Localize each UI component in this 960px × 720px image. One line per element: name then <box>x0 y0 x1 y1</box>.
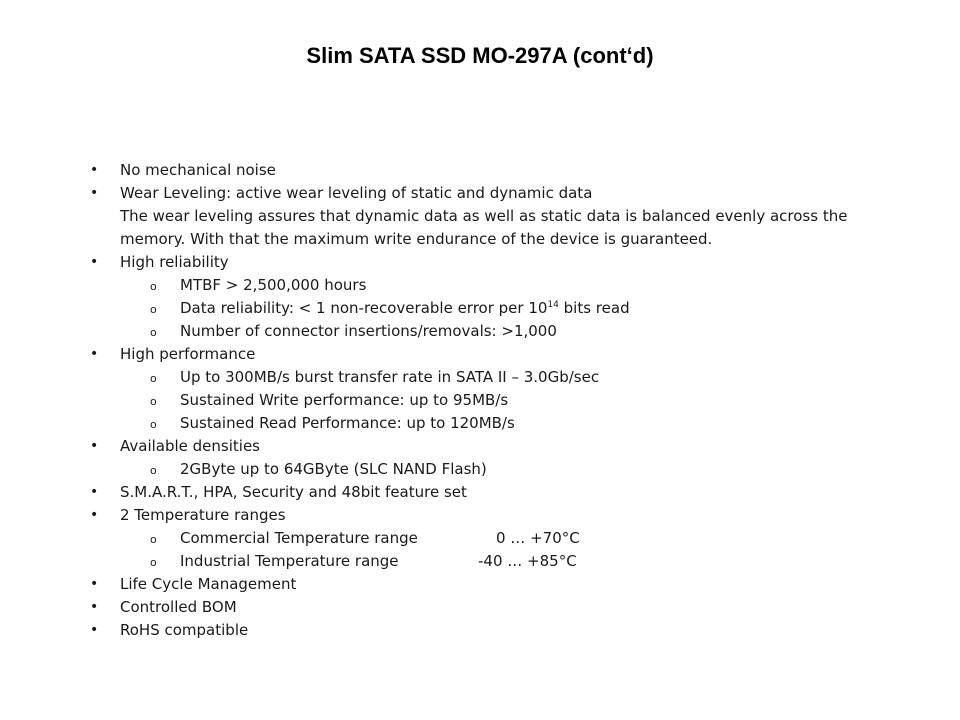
sub-bullet-marker: o <box>150 395 157 408</box>
list-item <box>88 435 888 458</box>
sub-bullet-marker: o <box>150 533 157 546</box>
bullet-marker: • <box>90 346 99 362</box>
temperature-range-value: -40 … +85°C <box>478 552 577 570</box>
list-item-text: Life Cycle Management <box>120 575 297 593</box>
slide-title: Slim SATA SSD MO-297A (cont‘d) <box>306 43 654 68</box>
sub-bullet-marker: o <box>150 418 157 431</box>
sub-bullet-marker: o <box>150 556 157 569</box>
sub-bullet-marker: o <box>150 303 157 316</box>
sub-list-item <box>88 412 888 435</box>
list-item <box>88 251 888 274</box>
sub-list-item <box>88 274 888 297</box>
list-item <box>88 159 888 182</box>
list-item <box>88 596 888 619</box>
text-part: Data reliability: < 1 non-recoverable error per 10 <box>180 299 548 317</box>
sub-list-item <box>88 389 888 412</box>
list-item-continuation <box>88 205 888 228</box>
sub-list-item <box>88 458 888 481</box>
sub-list-item-text <box>180 297 630 320</box>
sub-list-item <box>88 550 888 573</box>
list-item <box>88 619 888 642</box>
sub-bullet-marker: o <box>150 464 157 477</box>
bullet-marker: • <box>90 576 99 592</box>
sub-list-item <box>88 320 888 343</box>
sub-list-item-text: 2GByte up to 64GByte (SLC NAND Flash) <box>180 460 487 478</box>
sub-list-item-text: Industrial Temperature range <box>180 552 399 570</box>
sub-bullet-marker: o <box>150 372 157 385</box>
list-item <box>88 573 888 596</box>
list-item-text: High reliability <box>120 253 229 271</box>
list-item-text: Available densities <box>120 437 260 455</box>
bullet-marker: • <box>90 162 99 178</box>
bullet-list <box>88 159 888 642</box>
bullet-marker: • <box>90 622 99 638</box>
bullet-marker: • <box>90 254 99 270</box>
list-item-text: memory. With that the maximum write endurance of the device is guaranteed. <box>120 230 713 248</box>
list-item-text: 2 Temperature ranges <box>120 506 286 524</box>
list-item-text: No mechanical noise <box>120 161 276 179</box>
list-item-continuation <box>88 228 888 251</box>
list-item-text: The wear leveling assures that dynamic data as well as static data is balanced evenly across the <box>120 207 848 225</box>
list-item <box>88 343 888 366</box>
list-item-text: S.M.A.R.T., HPA, Security and 48bit feature set <box>120 483 467 501</box>
list-item <box>88 504 888 527</box>
sub-list-item-text: Number of connector insertions/removals: >1,000 <box>180 322 557 340</box>
bullet-marker: • <box>90 599 99 615</box>
sub-list-item <box>88 297 888 320</box>
sub-list-item-text: MTBF > 2,500,000 hours <box>180 276 367 294</box>
list-item <box>88 481 888 504</box>
superscript-exponent: 14 <box>547 300 559 310</box>
temperature-range-value: 0 … +70°C <box>496 529 580 547</box>
sub-list-item <box>88 527 888 550</box>
list-item-text: RoHS compatible <box>120 621 249 639</box>
sub-list-item-text: Sustained Write performance: up to 95MB/s <box>180 391 509 409</box>
bullet-marker: • <box>90 185 99 201</box>
text-part: bits read <box>558 299 630 317</box>
sub-list-item-text: Sustained Read Performance: up to 120MB/s <box>180 414 515 432</box>
sub-bullet-marker: o <box>150 280 157 293</box>
sub-list-item-text: Commercial Temperature range <box>180 529 418 547</box>
bullet-marker: • <box>90 484 99 500</box>
list-item <box>88 182 888 205</box>
list-item-text: High performance <box>120 345 256 363</box>
list-item-text: Controlled BOM <box>120 598 237 616</box>
sub-list-item <box>88 366 888 389</box>
bullet-marker: • <box>90 507 99 523</box>
list-item-text: Wear Leveling: active wear leveling of static and dynamic data <box>120 184 593 202</box>
sub-list-item-text: Up to 300MB/s burst transfer rate in SATA II – 3.0Gb/sec <box>180 368 600 386</box>
bullet-marker: • <box>90 438 99 454</box>
sub-bullet-marker: o <box>150 326 157 339</box>
